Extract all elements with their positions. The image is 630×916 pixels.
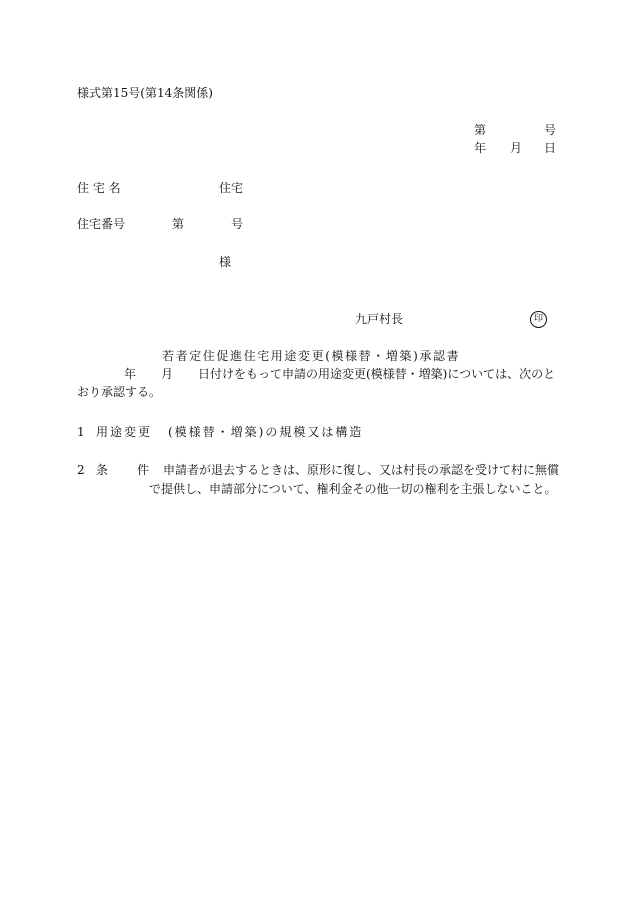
item-2-number: 2 [77, 463, 85, 477]
date-month: 月 [510, 141, 523, 155]
housing-number-suffix: 号 [231, 217, 244, 231]
item-1-number: 1 [77, 425, 85, 439]
housing-number-prefix: 第 [172, 217, 185, 231]
housing-name-value: 住宅 [219, 181, 244, 195]
document-number-prefix: 第 [474, 123, 487, 137]
item-1-label: 用途変更 [96, 425, 153, 439]
document-title: 若者定住促進住宅用途変更(模様替・増築)承認書 [162, 349, 461, 363]
date-year: 年 [474, 141, 487, 155]
housing-name-label: 住 宅 名 [77, 181, 121, 195]
form-label: 様式第15号(第14条関係) [77, 86, 213, 100]
seal-icon: 印 [530, 311, 547, 328]
item-2-line-1: 申請者が退去するときは、原形に復し、又は村長の承認を受けて村に無償 [163, 463, 560, 477]
item-2-line-2: で提供し、申請部分について、権利金その他一切の権利を主張しないこと。 [149, 482, 557, 496]
addressee-suffix: 様 [219, 255, 232, 269]
item-2-label-a: 条 [96, 463, 109, 477]
document-number-suffix: 号 [544, 123, 557, 137]
body-year: 年 [124, 367, 137, 381]
body-line-1: 日付けをもって申請の用途変更(模様替・増築)については、次のと [198, 367, 556, 381]
item-1-text: (模様替・増築)の規模又は構造 [168, 425, 364, 439]
housing-number-label: 住宅番号 [77, 217, 126, 231]
body-month: 月 [161, 367, 174, 381]
item-2-label-b: 件 [137, 463, 150, 477]
date-day: 日 [544, 141, 557, 155]
body-line-2: おり承認する。 [77, 385, 162, 399]
issuer-name: 九戸村長 [355, 312, 404, 326]
